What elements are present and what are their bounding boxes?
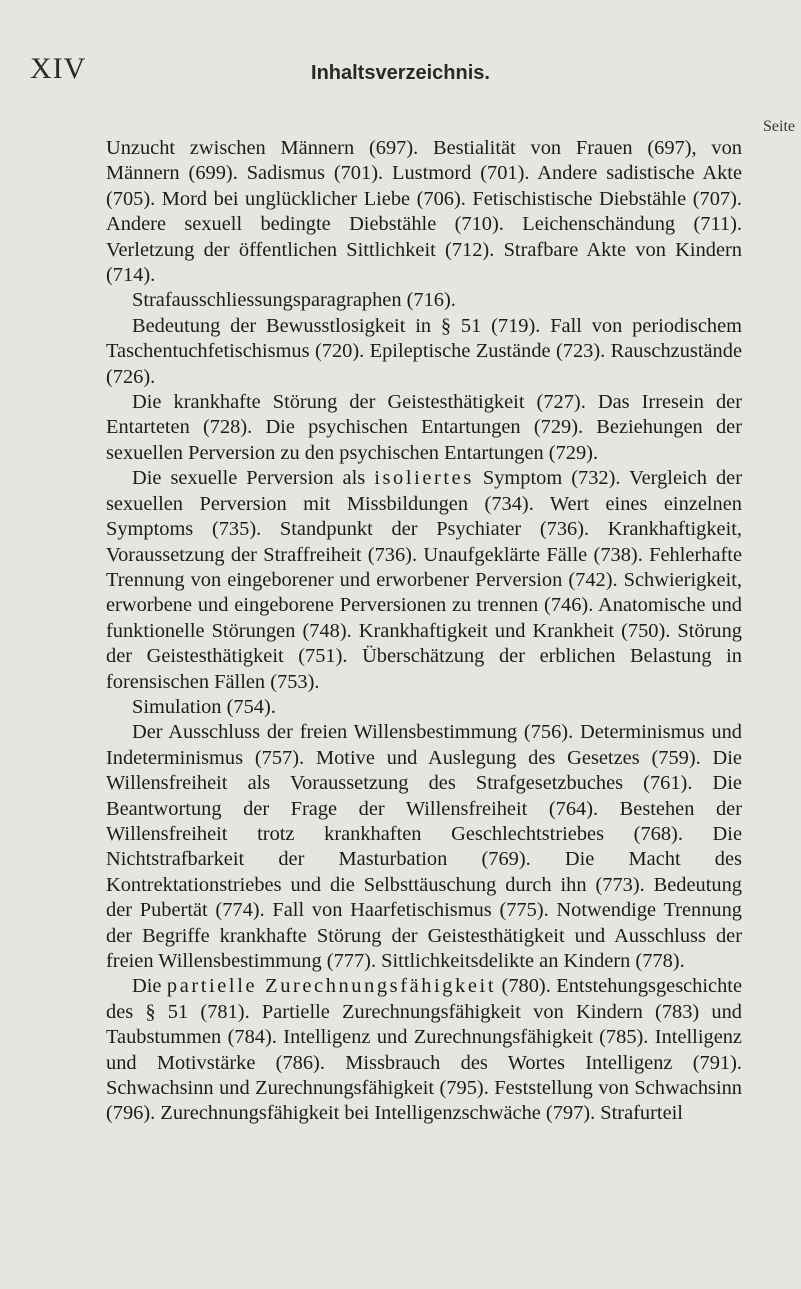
toc-text: (780). Entstehungsgeschichte des § 51 (781). Partielle Zurechnungsfähigkeit von Kindern (783) und Taubstummen (784). Intelligenz und Zurechnungsfähigkeit (785). Intelligenz und Motivstärke (786). Missbrauch des Wortes Intelligenz (791). Schwachsinn und Zurechnungsfähigkeit (795). Feststellung von Schwachsinn (796). Zurechnungsfähigkeit bei Intelligenzschwäche (797). Strafurteil (106, 975, 743, 1125)
toc-paragraph (106, 974, 742, 1126)
toc-text: Unzucht zwischen Männern (697). Bestialität von Frauen (697), von Männern (699). Sadismus (701). Lustmord (701). Andere sadistische Akte (705). Mord bei unglücklicher Liebe (706). Fetischistische Diebstähle (707). Andere sexuell bedingte Diebstähle (710). Leichenschändung (711). Verletzung der öffentlichen Sittlichkeit (712). Strafbare Akte von Kindern (714). (106, 137, 742, 287)
toc-paragraph (106, 288, 742, 313)
page-header (0, 52, 801, 92)
toc-text: Die krankhafte Störung der Geistesthätigkeit (727). Das Irresein der Entarteten (728). Die psychischen Entartungen (729). Beziehungen der sexuellen Perversion zu den psychischen Entartungen (729). (106, 391, 742, 464)
toc-paragraph (106, 466, 742, 695)
toc-paragraph (106, 314, 742, 390)
toc-text: Simulation (754). (132, 695, 276, 718)
toc-paragraph (106, 136, 742, 288)
toc-text: Symptom (732). Vergleich der sexuellen Perversion mit Missbildungen (734). Wert eines einzelnen Symptoms (735). Standpunkt der Psychiater (736). Krankhaftigkeit, Voraussetzung der Straffreiheit (736). Unaufgeklärte Fälle (738). Fehlerhafte Trennung von eingeborener und erworbener Perversion (742). Schwierigkeit, erworbene und eingeborene Perversionen zu trennen (746). Anatomische und funktionelle Störungen (748). Krankhaftigkeit und Krankheit (750). Störung der Geistesthätigkeit (751). Überschätzung der erblichen Belastung in forensischen Fällen (753). (106, 467, 742, 693)
toc-paragraph (106, 390, 742, 466)
toc-paragraph (106, 720, 742, 974)
toc-emphasis: partielle Zurechnungsfähigkeit (166, 975, 497, 998)
toc-text: Die sexuelle Perversion als (132, 467, 375, 490)
running-title: Inhaltsverzeichnis. (311, 62, 490, 84)
page-number: XIV (30, 52, 87, 85)
toc-body (106, 136, 742, 1127)
toc-text: Der Ausschluss der freien Willensbestimmung (756). Determinismus und Indeterminismus (757). Motive und Auslegung des Gesetzes (759). Die Willensfreiheit als Voraussetzung des Strafgesetzbuches (761). Die Beantwortung der Frage der Willensfreiheit (764). Bestehen der Willensfreiheit trotz krankhaften Geschlechtstriebes (768). Die Nichtstrafbarkeit der Masturbation (769). Die Macht des Kontrektationstriebes und die Selbsttäuschung durch ihn (773). Bedeutung der Pubertät (774). Fall von Haarfetischismus (775). Notwendige Trennung der Begriffe krankhafte Störung der Geistesthätigkeit und Ausschluss der freien Willensbestimmung (777). Sittlichkeitsdelikte an Kindern (778). (106, 721, 742, 972)
toc-text: Strafausschliessungsparagraphen (716). (132, 289, 456, 312)
column-label-seite: Seite (763, 118, 795, 135)
toc-emphasis: isoliertes (374, 467, 474, 490)
toc-text: Die (132, 975, 167, 998)
toc-text: Bedeutung der Bewusstlosigkeit in § 51 (719). Fall von periodischem Taschentuchfetischismus (720). Epileptische Zustände (723). Rauschzustände (726). (106, 314, 742, 388)
toc-paragraph (106, 695, 742, 720)
